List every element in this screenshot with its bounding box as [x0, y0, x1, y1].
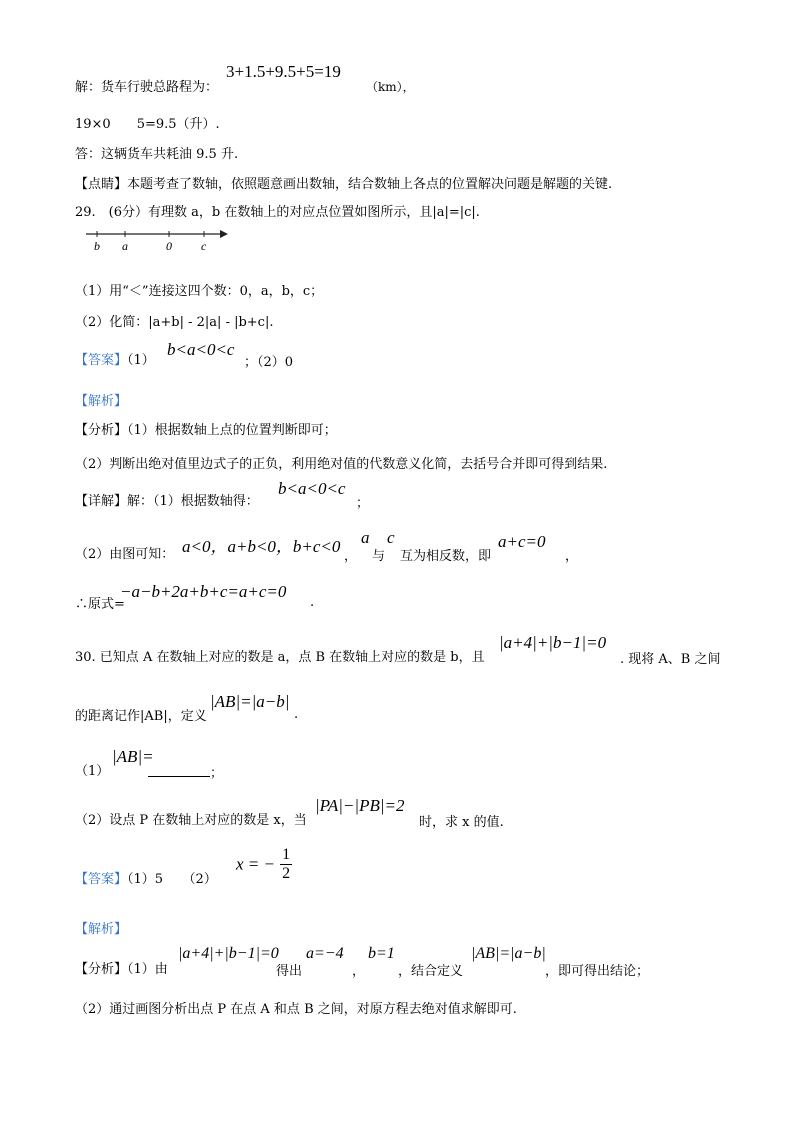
jiexi-tag: 【解析】 [75, 922, 128, 937]
q30-part1-expression: |AB|= [112, 747, 154, 766]
q29-d2-label: （2）由图可知： [75, 547, 175, 562]
q30-condition-equation: |a+4|+|b−1|=0 [499, 633, 607, 652]
q29-analysis-2: （2）判断出绝对值里边式子的正负，利用绝对值的代数意义化简，去括号合并即可得到结果. [75, 457, 608, 472]
q30-part1-label: （1） [75, 764, 110, 779]
q30-answer-line [75, 870, 217, 890]
q30-analysis-eq3: b=1 [368, 945, 395, 962]
q29-result-end: . [310, 595, 315, 610]
fuel-calculation: 19×0 5=9.5（升）. [75, 117, 220, 132]
q29-title: 29. (6分）有理数 a，b 在数轴上的对应点位置如图所示，且|a|=|c|. [75, 205, 480, 220]
axis-label-a: a [122, 239, 128, 253]
q29-d2-equation: a+c=0 [498, 532, 546, 551]
q30-analysis-get: 得出 [276, 964, 303, 979]
number-line-arrow [220, 230, 228, 238]
q30-definition-end: . [294, 707, 299, 722]
q29-d2-var-c: c [387, 528, 395, 547]
answer-tag: 【答案】 [75, 353, 128, 368]
q30-analysis-2: （2）通过画图分析出点 P 在点 A 和点 B 之间，对原方程去绝对值求解即可. [75, 1002, 517, 1017]
q30-part2-end: 时，求 x 的值. [419, 815, 504, 830]
q30-analysis-comma: ， [352, 964, 366, 979]
q29-result-label: ∴原式= [75, 597, 125, 612]
solution-line-distance [75, 78, 218, 98]
answer-tag: 【答案】 [75, 872, 128, 887]
axis-label-c: c [201, 239, 207, 253]
q30-part2-equation: |PA|−|PB|=2 [315, 796, 405, 815]
fraction [280, 846, 292, 883]
solution-label: 解：货车行驶总路程为： [75, 80, 219, 95]
q30-analysis-mid: ，结合定义 [398, 964, 464, 979]
q29-analysis-1: 【分析】（1）根据数轴上点的位置判断即可； [75, 423, 337, 438]
distance-equation: 3+1.5+9.5+5=19 [226, 62, 341, 81]
q30-part2: （2）设点 P 在数轴上对应的数是 x，当 [75, 813, 307, 828]
fraction-numerator: 1 [282, 846, 291, 863]
q30-intro-end: . 现将 A、B 之间 [620, 652, 721, 667]
jiexi-tag: 【解析】 [75, 394, 128, 409]
q29-part2: （2）化简：|a+b| - 2|a| - |b+c|. [75, 315, 274, 330]
axis-label-0: 0 [166, 239, 172, 253]
q30-intro: 30. 已知点 A 在数轴上对应的数是 a，点 B 在数轴上对应的数是 b，且 [75, 650, 485, 665]
answer-blank[interactable] [148, 762, 210, 777]
answer-part-label: （1） [127, 353, 155, 368]
q29-d2-text: 互为相反数，即 [400, 549, 492, 564]
q29-part1: （1）用“＜”连接这四个数：0，a，b，c； [75, 284, 324, 299]
comment-note: 【点睛】本题考查了数轴，依照题意画出数轴，结合数轴上各点的位置解决问题是解题的关键. [75, 177, 613, 192]
q29-detail-inequality: b<a<0<c [278, 479, 346, 498]
distance-unit: （km）， [366, 80, 415, 94]
q29-answer-rest: ；（2）0 [244, 355, 294, 370]
q30-analysis-end: ，即可得出结论； [545, 964, 650, 979]
number-line-figure [82, 228, 232, 254]
q29-d2-with: 与 [372, 549, 386, 564]
q29-d2-inequalities: a<0，a+b<0，b+c<0 [182, 537, 341, 556]
q30-answer-parts: （1）5 （2） [127, 872, 217, 887]
q30-definition-equation: |AB|=|a−b| [210, 692, 290, 711]
q29-d2-comma: ， [344, 549, 358, 564]
axis-label-b: b [94, 239, 100, 253]
q29-result-equation: −a−b+2a+b+c=a+c=0 [120, 582, 287, 601]
q30-analysis-label: 【分析】（1）由 [75, 962, 168, 977]
q29-d2-var-a: a [361, 528, 370, 547]
q30-part1-end: ； [210, 766, 224, 781]
q29-detail-label: 【详解】解：（1）根据数轴得： [75, 494, 259, 509]
q30-part1-blank-wrap [148, 762, 223, 781]
q30-definition: 的距离记作|AB|，定义 [75, 709, 207, 724]
q29-detail-end: ； [356, 496, 370, 511]
q30-analysis-eq4: |AB|=|a−b| [471, 945, 546, 962]
q30-answer-x [236, 846, 292, 883]
q29-d2-end: ， [565, 549, 579, 564]
q29-answer-line [75, 351, 155, 371]
final-answer: 答：这辆货车共耗油 9.5 升. [75, 147, 239, 162]
fraction-denominator: 2 [282, 865, 291, 882]
q30-analysis-eq1: |a+4|+|b−1|=0 [178, 945, 279, 962]
q30-analysis-eq2: a=−4 [306, 945, 344, 962]
q30-answer-x-var: x = − [236, 854, 275, 874]
q29-answer-inequality: b<a<0<c [167, 340, 235, 359]
